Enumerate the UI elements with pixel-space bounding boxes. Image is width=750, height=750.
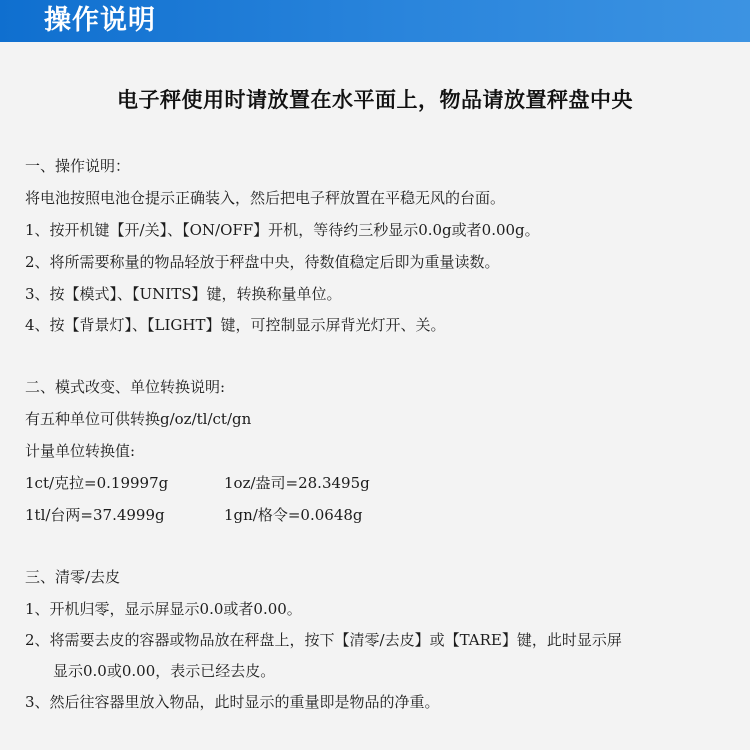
section-2-title: 二、模式改变、单位转换说明: <box>25 378 226 396</box>
section-3-line: 2、将需要去皮的容器或物品放在秤盘上，按下【清零/去皮】或【TARE】键，此时显示屏 <box>25 631 622 649</box>
header-banner <box>0 0 750 42</box>
section-1-line: 4、按【背景灯】、【LIGHT】键，可控制显示屏背光灯开、关。 <box>25 316 446 334</box>
section-3-line: 3、然后往容器里放入物品，此时显示的重量即是物品的净重。 <box>25 693 440 711</box>
section-1-line: 1、按开机键【开/关】、【ON/OFF】开机，等待约三秒显示0.0g或者0.00g。 <box>25 221 540 239</box>
section-2-line: 计量单位转换值: <box>25 442 136 460</box>
section-3-title: 三、清零/去皮 <box>25 568 121 586</box>
main-heading: 电子秤使用时请放置在水平面上，物品请放置秤盘中央 <box>117 88 633 112</box>
section-1-line: 3、按【模式】、【UNITS】键，转换称量单位。 <box>25 285 342 303</box>
conversion-ct: 1ct/克拉=0.19997g <box>25 474 169 492</box>
banner-title: 操作说明 <box>44 5 156 36</box>
section-1-title: 一、操作说明： <box>25 157 131 175</box>
conversion-gn: 1gn/格令=0.0648g <box>224 506 363 524</box>
section-1-line: 将电池按照电池仓提示正确装入，然后把电子秤放置在平稳无风的台面。 <box>25 189 506 207</box>
section-1-line: 2、将所需要称量的物品轻放于秤盘中央，待数值稳定后即为重量读数。 <box>25 253 500 271</box>
conversion-tl: 1tl/台两=37.4999g <box>25 506 165 524</box>
section-2-line: 有五种单位可供转换g/oz/tl/ct/gn <box>25 410 252 428</box>
section-3-line: 显示0.0或0.00，表示已经去皮。 <box>53 662 276 680</box>
conversion-oz: 1oz/盎司=28.3495g <box>224 474 370 492</box>
section-3-line: 1、开机归零，显示屏显示0.0或者0.00。 <box>25 600 302 618</box>
